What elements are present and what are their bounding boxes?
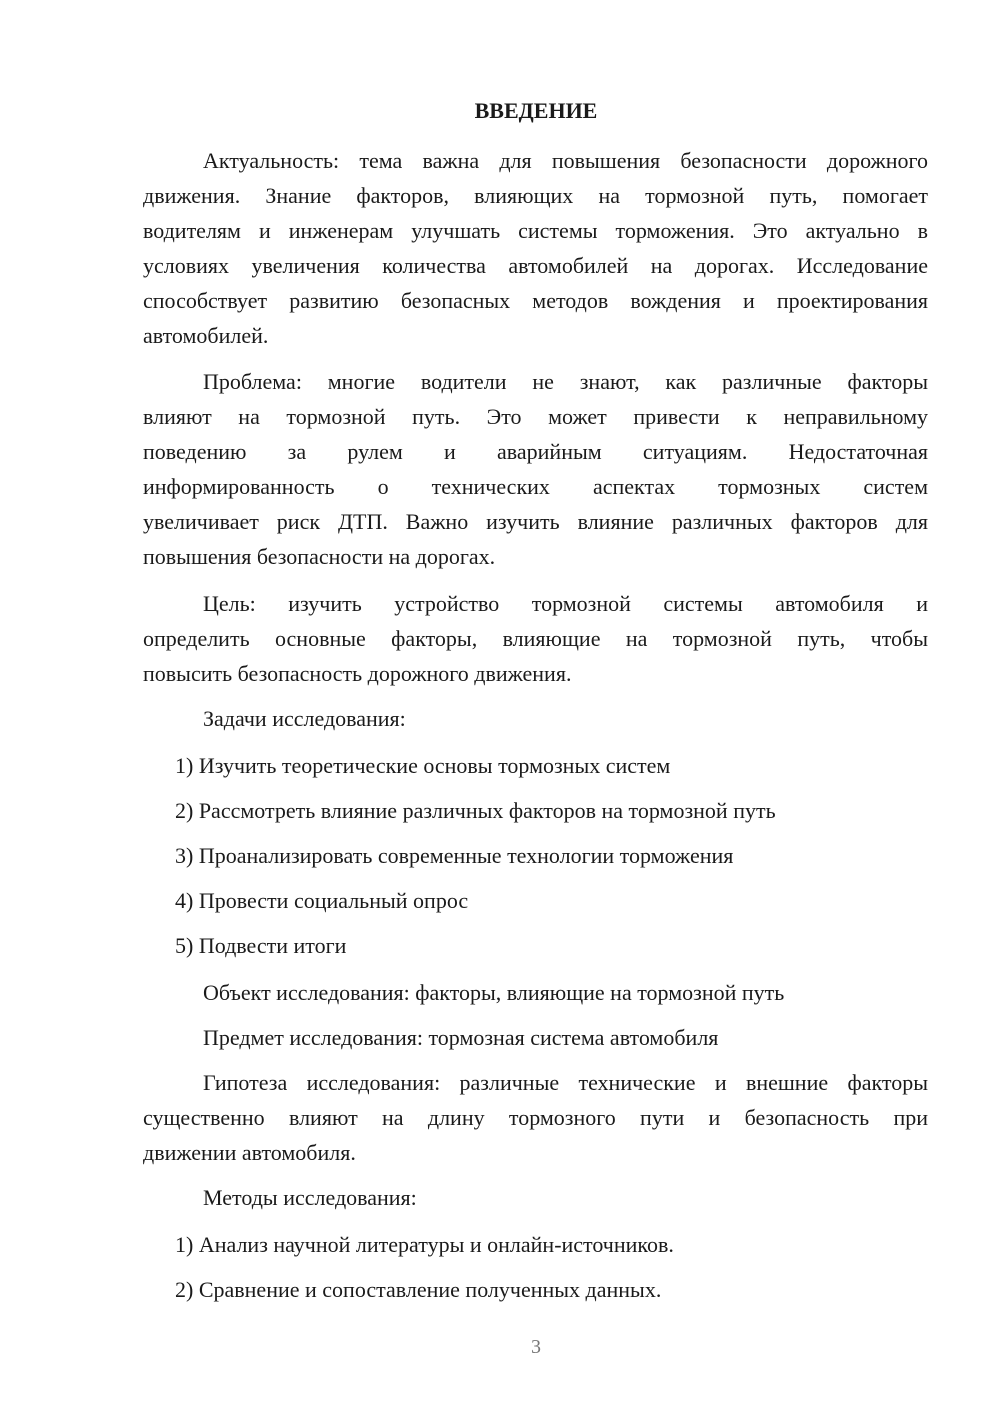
text-line: Цель: изучить устройство тормозной системы автомобиля и (203, 591, 928, 616)
text-line: повысить безопасность дорожного движения. (143, 661, 572, 686)
methods-heading: Методы исследования: (203, 1185, 417, 1210)
page-title: ВВЕДЕНИЕ (474, 98, 598, 123)
page-number: 3 (531, 1336, 541, 1358)
text-line: автомобилей. (143, 323, 269, 348)
text-line: информированность о технических аспектах тормозных систем (143, 474, 928, 499)
research-subject: Предмет исследования: тормозная система автомобиля (203, 1025, 719, 1050)
text-line: способствует развитию безопасных методов вождения и проектирования (143, 288, 928, 313)
task-item: 2) Рассмотреть влияние различных факторов на тормозной путь (175, 798, 776, 823)
text-line: Проблема: многие водители не знают, как различные факторы (203, 369, 928, 394)
goal-paragraph (143, 586, 928, 691)
task-item: 1) Изучить теоретические основы тормозных систем (175, 753, 671, 778)
task-item: 3) Проанализировать современные технологии торможения (175, 843, 734, 868)
hypothesis-paragraph (143, 1065, 928, 1170)
task-item: 4) Провести социальный опрос (175, 888, 469, 913)
text-line: повышения безопасности на дорогах. (143, 544, 496, 569)
text-line: водителям и инженерам улучшать системы торможения. Это актуально в (143, 218, 928, 243)
text-line: увеличивает риск ДТП. Важно изучить влияние различных факторов для (143, 509, 928, 534)
text-line: движения. Знание факторов, влияющих на тормозной путь, помогает (143, 183, 928, 208)
text-line: поведению за рулем и аварийным ситуациям. Недостаточная (143, 439, 928, 464)
text-line: Актуальность: тема важна для повышения безопасности дорожного (203, 148, 928, 173)
research-object: Объект исследования: факторы, влияющие на тормозной путь (203, 980, 785, 1005)
text-line: Гипотеза исследования: различные технические и внешние факторы (203, 1070, 928, 1095)
tasks-heading: Задачи исследования: (203, 706, 406, 731)
text-line: существенно влияют на длину тормозного пути и безопасность при (143, 1105, 928, 1130)
task-item: 5) Подвести итоги (175, 933, 347, 958)
text-line: определить основные факторы, влияющие на тормозной путь, чтобы (143, 626, 928, 651)
text-line: условиях увеличения количества автомобилей на дорогах. Исследование (143, 253, 928, 278)
text-line: влияют на тормозной путь. Это может привести к неправильному (143, 404, 928, 429)
problem-paragraph (143, 364, 928, 574)
method-item: 1) Анализ научной литературы и онлайн-источников. (175, 1232, 674, 1257)
method-item: 2) Сравнение и сопоставление полученных данных. (175, 1277, 662, 1302)
text-line: движении автомобиля. (143, 1140, 356, 1165)
relevance-paragraph (143, 143, 928, 353)
